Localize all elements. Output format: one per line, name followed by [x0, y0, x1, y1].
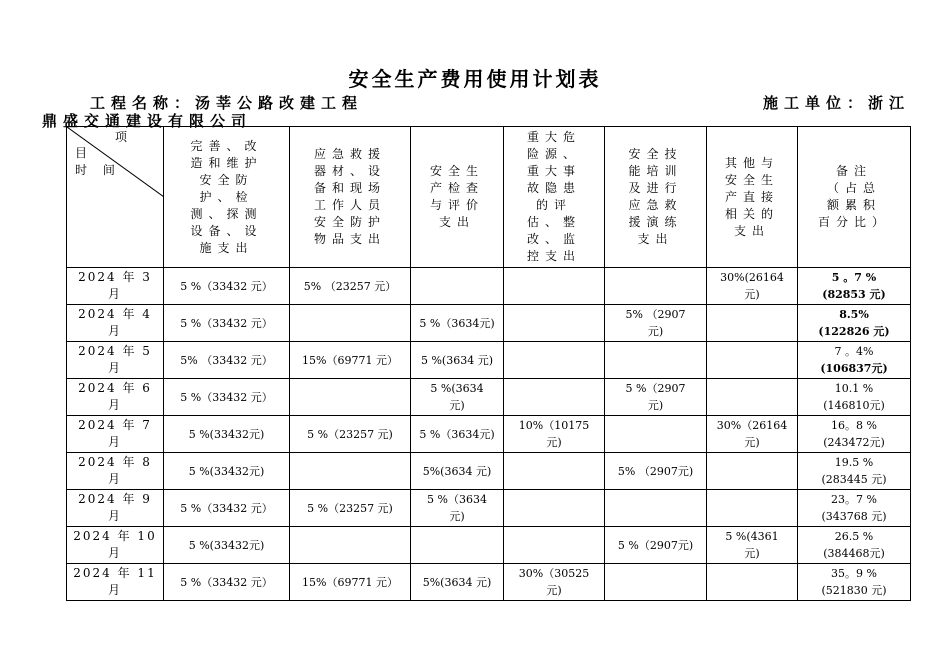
row-note-cell: 10.1 % (146810元) [798, 379, 911, 416]
row-value-cell: 5 %(33432元) [164, 416, 290, 453]
table-row [67, 527, 911, 564]
row-value-cell [290, 527, 411, 564]
row-value-cell: 5 %（33432 元） [164, 379, 290, 416]
table-row [67, 342, 911, 379]
row-date-cell: 2024 年 6 月 [67, 379, 164, 416]
row-value-cell: 5 %（2907 元) [605, 379, 707, 416]
row-value-cell [707, 453, 798, 490]
row-value-cell [504, 453, 605, 490]
table-row [67, 268, 911, 305]
row-date-cell: 2024 年 8 月 [67, 453, 164, 490]
project-name: 工程名称：汤莘公路改建工程 [90, 94, 364, 112]
row-value-cell: 15%（69771 元） [290, 564, 411, 601]
row-date-cell: 2024 年 11 月 [67, 564, 164, 601]
row-value-cell [707, 342, 798, 379]
row-value-cell [290, 379, 411, 416]
cost-plan-table [66, 126, 911, 601]
row-date-cell: 2024 年 3 月 [67, 268, 164, 305]
contractor-label: 施工单位：浙江 [762, 94, 910, 112]
row-value-cell [707, 305, 798, 342]
header-col-3: 安全生 产检查 与评价 支出 [411, 127, 504, 268]
row-value-cell [504, 342, 605, 379]
row-value-cell: 5 %（3634 元) [411, 490, 504, 527]
row-note-cell: 8.5% (122826 元) [798, 305, 911, 342]
row-date-cell: 2024 年 4 月 [67, 305, 164, 342]
row-value-cell: 5 %(3634 元) [411, 379, 504, 416]
row-note-cell: 23。7 % (343768 元) [798, 490, 911, 527]
row-date-cell: 2024 年 10 月 [67, 527, 164, 564]
row-value-cell: 5 %（23257 元) [290, 490, 411, 527]
table-row [67, 453, 911, 490]
row-note-cell: 16。8 % (243472元) [798, 416, 911, 453]
row-value-cell: 5 %(33432元) [164, 453, 290, 490]
row-value-cell [605, 490, 707, 527]
row-note-cell: 19.5 % (283445 元) [798, 453, 911, 490]
row-date-cell: 2024 年 5 月 [67, 342, 164, 379]
document-title: 安全生产费用使用计划表 [348, 67, 602, 91]
row-value-cell: 5 %(4361 元) [707, 527, 798, 564]
row-value-cell [504, 379, 605, 416]
row-note-cell: 5 。7 % (82853 元) [798, 268, 911, 305]
row-value-cell: 5 %（33432 元） [164, 490, 290, 527]
header-item-label: 项 [115, 130, 134, 144]
row-value-cell [707, 490, 798, 527]
header-col-7: 备注 （占总 额累积 百分比） [798, 127, 911, 268]
table-body [67, 268, 911, 601]
row-value-cell: 5% （23257 元） [290, 268, 411, 305]
table-row [67, 490, 911, 527]
row-value-cell: 5% （2907 元) [605, 305, 707, 342]
header-corner-cell [67, 127, 164, 268]
row-value-cell [290, 305, 411, 342]
row-value-cell: 5%(3634 元) [411, 564, 504, 601]
row-note-cell: 26.5 % (384468元) [798, 527, 911, 564]
row-value-cell [605, 564, 707, 601]
table-row [67, 416, 911, 453]
row-value-cell: 5 %（3634元) [411, 305, 504, 342]
table-row [67, 305, 911, 342]
header-time-label: 时 间 [75, 163, 121, 177]
row-value-cell [605, 268, 707, 305]
row-value-cell [504, 490, 605, 527]
row-value-cell [504, 527, 605, 564]
row-value-cell: 30%（30525 元) [504, 564, 605, 601]
row-date-cell: 2024 年 7 月 [67, 416, 164, 453]
row-value-cell [290, 453, 411, 490]
row-value-cell: 15%（69771 元） [290, 342, 411, 379]
row-date-cell: 2024 年 9 月 [67, 490, 164, 527]
row-value-cell [504, 268, 605, 305]
row-value-cell: 30%(26164 元) [707, 268, 798, 305]
row-value-cell [411, 527, 504, 564]
table-row [67, 564, 911, 601]
row-value-cell: 5 %（23257 元) [290, 416, 411, 453]
header-mu-label: 目 [75, 146, 94, 160]
contractor-name: 鼎盛交通建设有限公司 [42, 112, 253, 130]
row-value-cell: 10%（10175 元) [504, 416, 605, 453]
row-value-cell: 5% （33432 元） [164, 342, 290, 379]
row-value-cell [605, 416, 707, 453]
table-row [67, 379, 911, 416]
row-value-cell: 5 %（33432 元） [164, 305, 290, 342]
row-value-cell: 5 %（3634元) [411, 416, 504, 453]
row-value-cell: 5 %（2907元) [605, 527, 707, 564]
row-value-cell [605, 342, 707, 379]
row-value-cell [411, 268, 504, 305]
header-col-5: 安全技 能培训 及进行 应急救 援演练 支出 [605, 127, 707, 268]
row-value-cell: 5 %(3634 元) [411, 342, 504, 379]
row-value-cell [707, 379, 798, 416]
row-note-cell: 35。9 % (521830 元) [798, 564, 911, 601]
header-col-2: 应急救援 器材、设 备和现场 工作人员 安全防护 物品支出 [290, 127, 411, 268]
row-value-cell: 30%（26164 元) [707, 416, 798, 453]
row-note-cell: 7 。4% (106837元) [798, 342, 911, 379]
row-value-cell: 5%(3634 元) [411, 453, 504, 490]
row-value-cell: 5 %(33432元) [164, 527, 290, 564]
row-value-cell: 5 %（33432 元） [164, 564, 290, 601]
row-value-cell: 5% （2907元) [605, 453, 707, 490]
row-value-cell [504, 305, 605, 342]
header-col-6: 其他与 安全生 产直接 相关的 支出 [707, 127, 798, 268]
row-value-cell: 5 %（33432 元） [164, 268, 290, 305]
row-value-cell [707, 564, 798, 601]
header-col-4: 重大危 险源、 重大事 故隐患 的评 估、整 改、监 控支出 [504, 127, 605, 268]
header-col-1: 完善、改 造和维护 安全防 护、检 测、探测 设备、设 施支出 [164, 127, 290, 268]
